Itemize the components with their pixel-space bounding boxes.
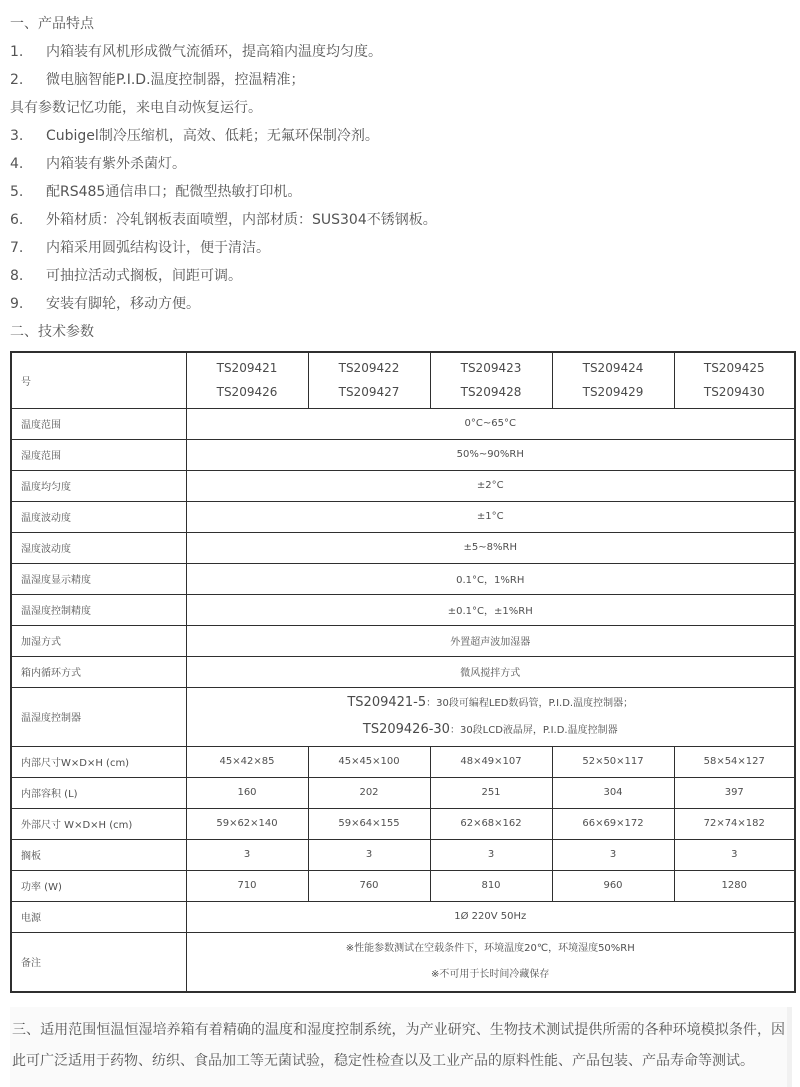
feature-item xyxy=(10,262,792,290)
table-row xyxy=(11,656,795,687)
feature-number: 1. xyxy=(10,44,24,60)
feature-item-continuation xyxy=(10,94,792,122)
param-cell: 710 xyxy=(186,870,308,901)
param-label: 湿度波动度 xyxy=(11,532,186,563)
feature-number: 3. xyxy=(10,128,24,144)
param-label: 外部尺寸 W×D×H (cm) xyxy=(11,808,186,839)
param-value-controller xyxy=(186,687,795,746)
param-value: ±1°C xyxy=(186,501,795,532)
param-cell: 45×42×85 xyxy=(186,746,308,777)
param-cell: 3 xyxy=(308,839,430,870)
feature-number: 9. xyxy=(10,296,24,312)
param-value: ±2°C xyxy=(186,470,795,501)
param-label: 湿度范围 xyxy=(11,439,186,470)
table-row xyxy=(11,439,795,470)
param-value: ±5~8%RH xyxy=(186,532,795,563)
model-cell xyxy=(552,352,674,408)
param-cell: 251 xyxy=(430,777,552,808)
table-row xyxy=(11,594,795,625)
model-bottom: TS209429 xyxy=(582,385,644,400)
table-row xyxy=(11,901,795,932)
param-cell: 45×45×100 xyxy=(308,746,430,777)
param-label: 内部容积 (L) xyxy=(11,777,186,808)
model-cell xyxy=(308,352,430,408)
param-label: 搁板 xyxy=(11,839,186,870)
table-row xyxy=(11,563,795,594)
param-label: 温度范围 xyxy=(11,408,186,439)
feature-item xyxy=(10,66,792,94)
section-1-title: 一、产品特点 xyxy=(10,16,94,32)
param-cell: 72×74×182 xyxy=(674,808,795,839)
model-bottom: TS209430 xyxy=(703,385,765,400)
section-3-paragraph: 三、适用范围恒温恒湿培养箱有着精确的温度和湿度控制系统，为产业研究、生物技术测试提供所需的各种环境模拟条件，因此可广泛适用于药物、纺织、食品加工等无菌试验，稳定性检查以及工业产品的原料性能、产品包装、产品寿命等测试。 xyxy=(12,1022,785,1069)
param-value: ±0.1°C，±1%RH xyxy=(186,594,795,625)
controller-model-1: TS209421-5 xyxy=(347,694,427,710)
param-value-remark xyxy=(186,932,795,992)
param-value: 0°C~65°C xyxy=(186,408,795,439)
param-label: 备注 xyxy=(11,932,186,992)
table-row xyxy=(11,470,795,501)
param-value: 外置超声波加湿器 xyxy=(186,625,795,656)
param-label: 温湿度控制精度 xyxy=(11,594,186,625)
feature-item xyxy=(10,290,792,318)
remark-line-1: ※性能参数测试在空载条件下，环境温度20℃，环境湿度50%RH xyxy=(345,942,635,954)
remark-line-2: ※不可用于长时间冷藏保存 xyxy=(431,968,550,980)
feature-text: 具有参数记忆功能，来电自动恢复运行。 xyxy=(10,100,262,116)
param-label: 电源 xyxy=(11,901,186,932)
feature-number: 5. xyxy=(10,184,24,200)
section-2-title: 二、技术参数 xyxy=(10,324,94,340)
model-cell xyxy=(430,352,552,408)
param-value: 微风搅拌方式 xyxy=(186,656,795,687)
section-3-container xyxy=(10,1007,792,1087)
param-cell: 52×50×117 xyxy=(552,746,674,777)
param-cell: 62×68×162 xyxy=(430,808,552,839)
param-cell: 760 xyxy=(308,870,430,901)
param-cell: 1280 xyxy=(674,870,795,901)
param-label: 内部尺寸W×D×H (cm) xyxy=(11,746,186,777)
param-label: 号 xyxy=(11,352,186,408)
model-bottom: TS209428 xyxy=(460,385,522,400)
feature-item xyxy=(10,206,792,234)
param-cell: 810 xyxy=(430,870,552,901)
feature-number: 4. xyxy=(10,156,24,172)
feature-item xyxy=(10,150,792,178)
model-top: TS209423 xyxy=(460,361,522,376)
table-row xyxy=(11,746,795,777)
param-cell: 202 xyxy=(308,777,430,808)
param-cell: 960 xyxy=(552,870,674,901)
feature-text: Cubigel制冷压缩机，高效、低耗；无氟环保制冷剂。 xyxy=(46,128,379,144)
param-cell: 66×69×172 xyxy=(552,808,674,839)
feature-item xyxy=(10,38,792,66)
param-value: 0.1°C，1%RH xyxy=(186,563,795,594)
model-cell xyxy=(186,352,308,408)
param-label: 温湿度显示精度 xyxy=(11,563,186,594)
param-value: 1Ø 220V 50Hz xyxy=(186,901,795,932)
controller-line-1 xyxy=(191,690,791,717)
param-cell: 304 xyxy=(552,777,674,808)
model-bottom: TS209426 xyxy=(216,385,278,400)
controller-model-2: TS209426-30 xyxy=(362,721,450,737)
table-row xyxy=(11,870,795,901)
feature-text: 微电脑智能P.I.D.温度控制器，控温精准； xyxy=(46,72,305,88)
feature-text: 配RS485通信串口；配微型热敏打印机。 xyxy=(46,184,302,200)
spec-table xyxy=(10,351,796,993)
feature-number: 6. xyxy=(10,212,24,228)
feature-number: 2. xyxy=(10,72,24,88)
feature-item xyxy=(10,122,792,150)
model-top: TS209422 xyxy=(338,361,400,376)
feature-text: 内箱装有紫外杀菌灯。 xyxy=(46,156,186,172)
param-cell: 3 xyxy=(674,839,795,870)
table-row xyxy=(11,808,795,839)
feature-number: 7. xyxy=(10,240,24,256)
param-cell: 3 xyxy=(552,839,674,870)
param-label: 功率 (W) xyxy=(11,870,186,901)
param-label: 温湿度控制器 xyxy=(11,687,186,746)
param-value: 50%~90%RH xyxy=(186,439,795,470)
param-label: 温度均匀度 xyxy=(11,470,186,501)
feature-item xyxy=(10,234,792,262)
table-row-models xyxy=(11,352,795,408)
table-row xyxy=(11,408,795,439)
table-row-controller xyxy=(11,687,795,746)
feature-text: 外箱材质：冷轧钢板表面喷塑，内部材质：SUS304不锈钢板。 xyxy=(46,212,437,228)
table-row xyxy=(11,839,795,870)
feature-text: 可抽拉活动式搁板，间距可调。 xyxy=(46,268,242,284)
param-label: 加湿方式 xyxy=(11,625,186,656)
model-cell xyxy=(674,352,795,408)
table-row xyxy=(11,625,795,656)
feature-number: 8. xyxy=(10,268,24,284)
model-top: TS209421 xyxy=(216,361,278,376)
param-label: 温度波动度 xyxy=(11,501,186,532)
param-cell: 3 xyxy=(430,839,552,870)
table-row xyxy=(11,532,795,563)
param-cell: 58×54×127 xyxy=(674,746,795,777)
controller-desc-1: ：30段可编程LED数码管，P.I.D.温度控制器； xyxy=(426,697,634,709)
table-row xyxy=(11,777,795,808)
controller-line-2 xyxy=(191,717,791,744)
param-cell: 48×49×107 xyxy=(430,746,552,777)
model-bottom: TS209427 xyxy=(338,385,400,400)
model-top: TS209425 xyxy=(703,361,765,376)
param-cell: 160 xyxy=(186,777,308,808)
param-cell: 59×64×155 xyxy=(308,808,430,839)
param-cell: 3 xyxy=(186,839,308,870)
feature-text: 内箱采用圆弧结构设计，便于清洁。 xyxy=(46,240,270,256)
feature-item xyxy=(10,178,792,206)
table-row-remark xyxy=(11,932,795,992)
param-cell: 59×62×140 xyxy=(186,808,308,839)
feature-text: 安装有脚轮，移动方便。 xyxy=(46,296,200,312)
param-label: 箱内循环方式 xyxy=(11,656,186,687)
controller-desc-2: ：30段LCD液晶屏，P.I.D.温度控制器 xyxy=(449,724,618,736)
table-row xyxy=(11,501,795,532)
model-top: TS209424 xyxy=(582,361,644,376)
feature-text: 内箱装有风机形成微气流循环，提高箱内温度均匀度。 xyxy=(46,44,382,60)
param-cell: 397 xyxy=(674,777,795,808)
